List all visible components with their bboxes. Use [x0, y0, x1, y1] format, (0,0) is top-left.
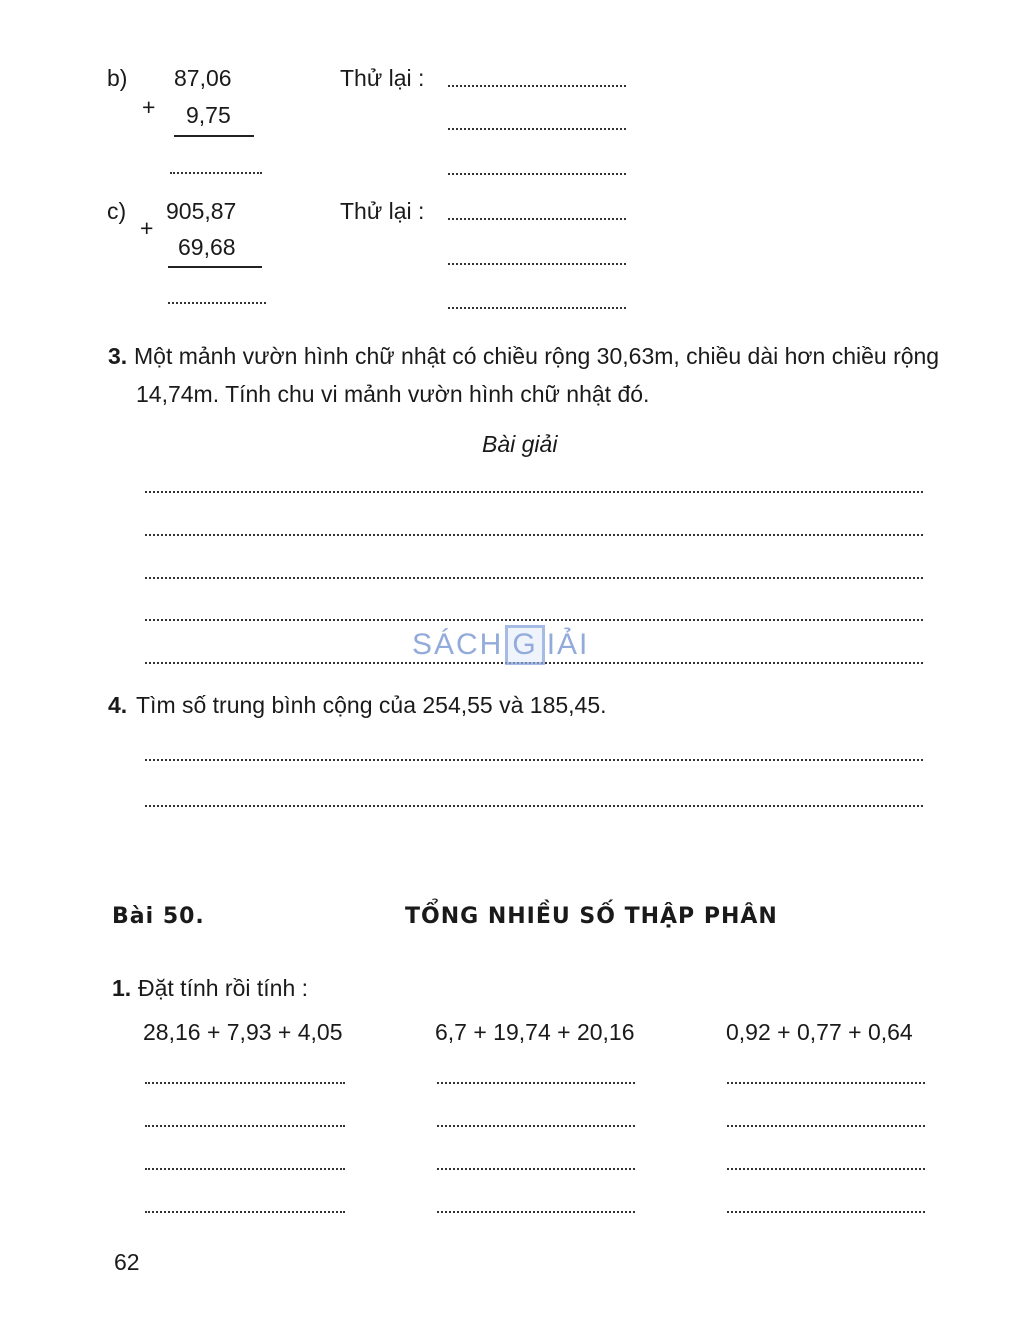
watermark-text-left: SÁCH [412, 628, 504, 661]
watermark-text-right: IẢI [546, 628, 590, 661]
part-c-check-line-2 [448, 263, 626, 265]
part-c-check-line-1 [448, 218, 626, 220]
part-c-addend-1: 905,87 [166, 198, 237, 224]
part-b-check-line-3 [448, 173, 626, 175]
column-1-line-2 [145, 1125, 345, 1127]
column-2-line-4 [437, 1211, 635, 1213]
watermark-logo [412, 625, 589, 673]
watermark-text-letter: G [505, 625, 544, 665]
column-3-line-3 [727, 1168, 925, 1170]
part-c-check-label: Thử lại : [340, 198, 425, 224]
expression-2: 6,7 + 19,74 + 20,16 [435, 1019, 635, 1045]
part-b-addend-2: 9,75 [186, 102, 231, 128]
exercise-4-text: Tìm số trung bình cộng của 254,55 và 185,45. [136, 692, 607, 718]
part-b-check-line-2 [448, 128, 626, 130]
solution-heading: Bài giải [482, 431, 558, 457]
exercise-4-line-2 [145, 805, 923, 807]
solution-line-4 [145, 619, 923, 621]
part-b-addend-1: 87,06 [174, 65, 232, 91]
solution-line-1 [145, 491, 923, 493]
column-3-line-1 [727, 1082, 925, 1084]
exercise-3-number: 3. [108, 343, 128, 369]
part-b-label: b) [107, 65, 128, 91]
exercise-1-instruction: Đặt tính rồi tính : [138, 975, 309, 1001]
column-2-line-1 [437, 1082, 635, 1084]
expression-3: 0,92 + 0,77 + 0,64 [726, 1019, 913, 1045]
exercise-3-text-line-1: Một mảnh vườn hình chữ nhật có chiều rộng 30,63m, chiều dài hơn chiều rộng [134, 343, 940, 369]
exercise-1-number: 1. [112, 975, 132, 1001]
part-b-plus-sign: + [142, 94, 156, 120]
column-3-line-2 [727, 1125, 925, 1127]
expression-1: 28,16 + 7,93 + 4,05 [143, 1019, 343, 1045]
exercise-3-text-line-2: 14,74m. Tính chu vi mảnh vườn hình chữ nhật đó. [136, 381, 650, 407]
lesson-title: TỔNG NHIỀU SỐ THẬP PHÂN [405, 904, 778, 929]
lesson-number: Bài 50. [112, 904, 205, 929]
column-1-line-1 [145, 1082, 345, 1084]
part-b-answer-line [170, 172, 262, 174]
part-c-answer-line [168, 302, 266, 304]
exercise-4-line-1 [145, 759, 923, 761]
part-c-addend-2: 69,68 [178, 234, 236, 260]
part-c-plus-sign: + [140, 215, 154, 241]
part-c-sum-rule [168, 266, 262, 268]
part-b-check-line-1 [448, 85, 626, 87]
column-3-line-4 [727, 1211, 925, 1213]
column-2-line-2 [437, 1125, 635, 1127]
column-1-line-3 [145, 1168, 345, 1170]
part-b-sum-rule [174, 135, 254, 137]
solution-line-3 [145, 577, 923, 579]
solution-line-2 [145, 534, 923, 536]
column-1-line-4 [145, 1211, 345, 1213]
column-2-line-3 [437, 1168, 635, 1170]
part-b-check-label: Thử lại : [340, 65, 425, 91]
exercise-4-number: 4. [108, 692, 128, 718]
part-c-check-line-3 [448, 307, 626, 309]
page-number: 62 [114, 1249, 140, 1275]
part-c-label: c) [107, 198, 127, 224]
